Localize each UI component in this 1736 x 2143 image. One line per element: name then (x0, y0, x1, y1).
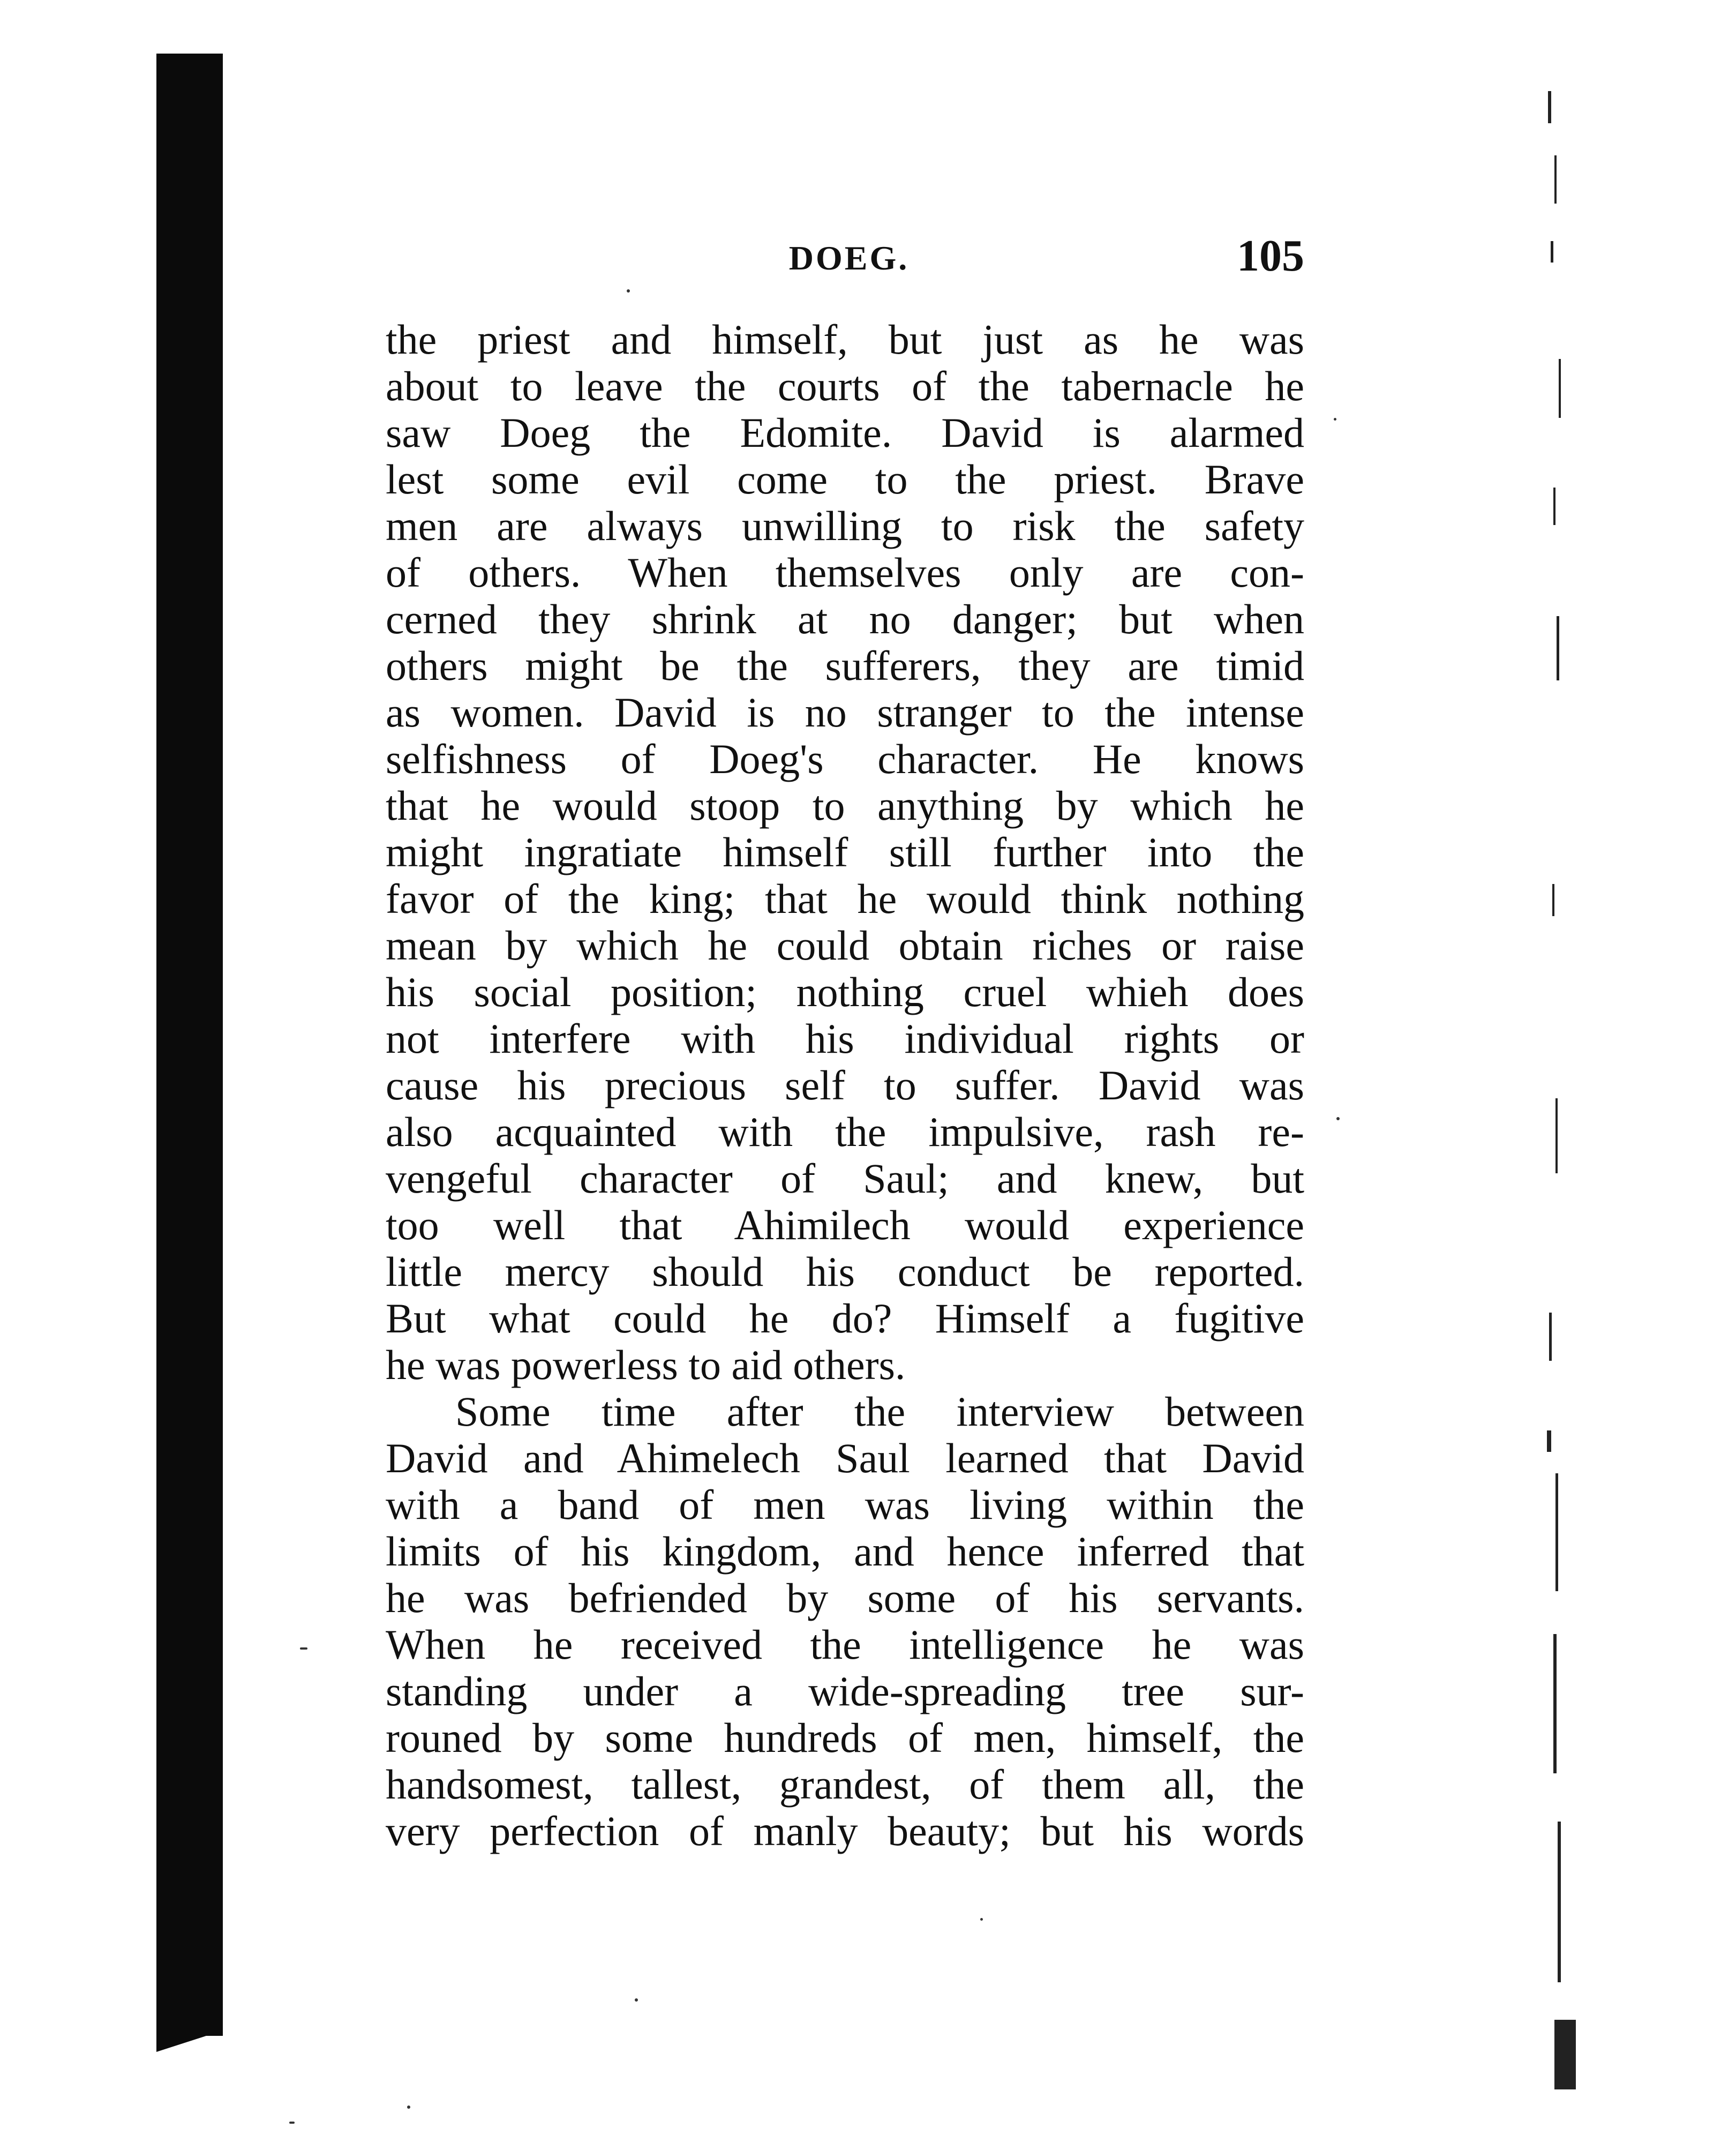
scan-margin-noise (1543, 80, 1623, 2105)
binding-edge-tail (156, 2030, 223, 2052)
text-line: saw Doeg the Edomite. David is alarmed (386, 409, 1304, 456)
text-line: handsomest, tallest, grandest, of them all, the (386, 1761, 1304, 1808)
text-line: favor of the king; that he would think nothing (386, 875, 1304, 922)
text-line: that he would stoop to anything by which he (386, 782, 1304, 829)
text-line: not interfere with his individual rights or (386, 1015, 1304, 1062)
text-line: others might be the sufferers, they are timid (386, 642, 1304, 689)
text-line: David and Ahimelech Saul learned that David (386, 1435, 1304, 1481)
text-line: his social position; nothing cruel whieh does (386, 969, 1304, 1015)
text-line: But what could he do? Himself a fugitive (386, 1295, 1304, 1342)
binding-edge (156, 54, 223, 2036)
text-line: might ingratiate himself still further into the (386, 829, 1304, 875)
text-line: as women. David is no stranger to the intense (386, 689, 1304, 736)
text-line: selfishness of Doeg's character. He knows (386, 736, 1304, 782)
text-line: too well that Ahimilech would experience (386, 1202, 1304, 1248)
text-line: little mercy should his conduct be reported. (386, 1248, 1304, 1295)
text-line: of others. When themselves only are con- (386, 549, 1304, 596)
scan-speck (980, 1918, 983, 1921)
text-line: mean by which he could obtain riches or raise (386, 922, 1304, 969)
scan-speck (1336, 1117, 1340, 1120)
text-line: standing under a wide-spreading tree sur- (386, 1668, 1304, 1714)
page-header (386, 228, 1304, 287)
text-line: When he received the intelligence he was (386, 1621, 1304, 1668)
text-line: limits of his kingdom, and hence inferred that (386, 1528, 1304, 1575)
paragraph-start-line: Some time after the interview between (455, 1388, 1304, 1435)
paragraph-end-line: he was powerless to aid others. (386, 1342, 906, 1388)
text-line: vengeful character of Saul; and knew, but (386, 1155, 1304, 1202)
text-line: also acquainted with the impulsive, rash re- (386, 1108, 1304, 1155)
scan-speck (627, 289, 630, 293)
text-line: the priest and himself, but just as he was (386, 316, 1304, 363)
page-number: 105 (1237, 231, 1304, 281)
text-line: lest some evil come to the priest. Brave (386, 456, 1304, 503)
text-line: cerned they shrink at no danger; but when (386, 596, 1304, 642)
scan-speck (1334, 418, 1336, 421)
text-line: very perfection of manly beauty; but his words (386, 1808, 1304, 1854)
body-text (386, 316, 1304, 1854)
text-line: about to leave the courts of the tabernacle he (386, 363, 1304, 409)
scan-speck (300, 1647, 307, 1650)
scan-speck (289, 2122, 295, 2124)
scan-speck (407, 2105, 410, 2109)
text-line: men are always unwilling to risk the safety (386, 503, 1304, 549)
text-line: rouned by some hundreds of men, himself, the (386, 1714, 1304, 1761)
text-line: cause his precious self to suffer. David was (386, 1062, 1304, 1108)
running-head: DOEG. (788, 239, 910, 277)
text-line: with a band of men was living within the (386, 1481, 1304, 1528)
scan-speck (635, 1998, 638, 2002)
text-line: he was befriended by some of his servants. (386, 1575, 1304, 1621)
